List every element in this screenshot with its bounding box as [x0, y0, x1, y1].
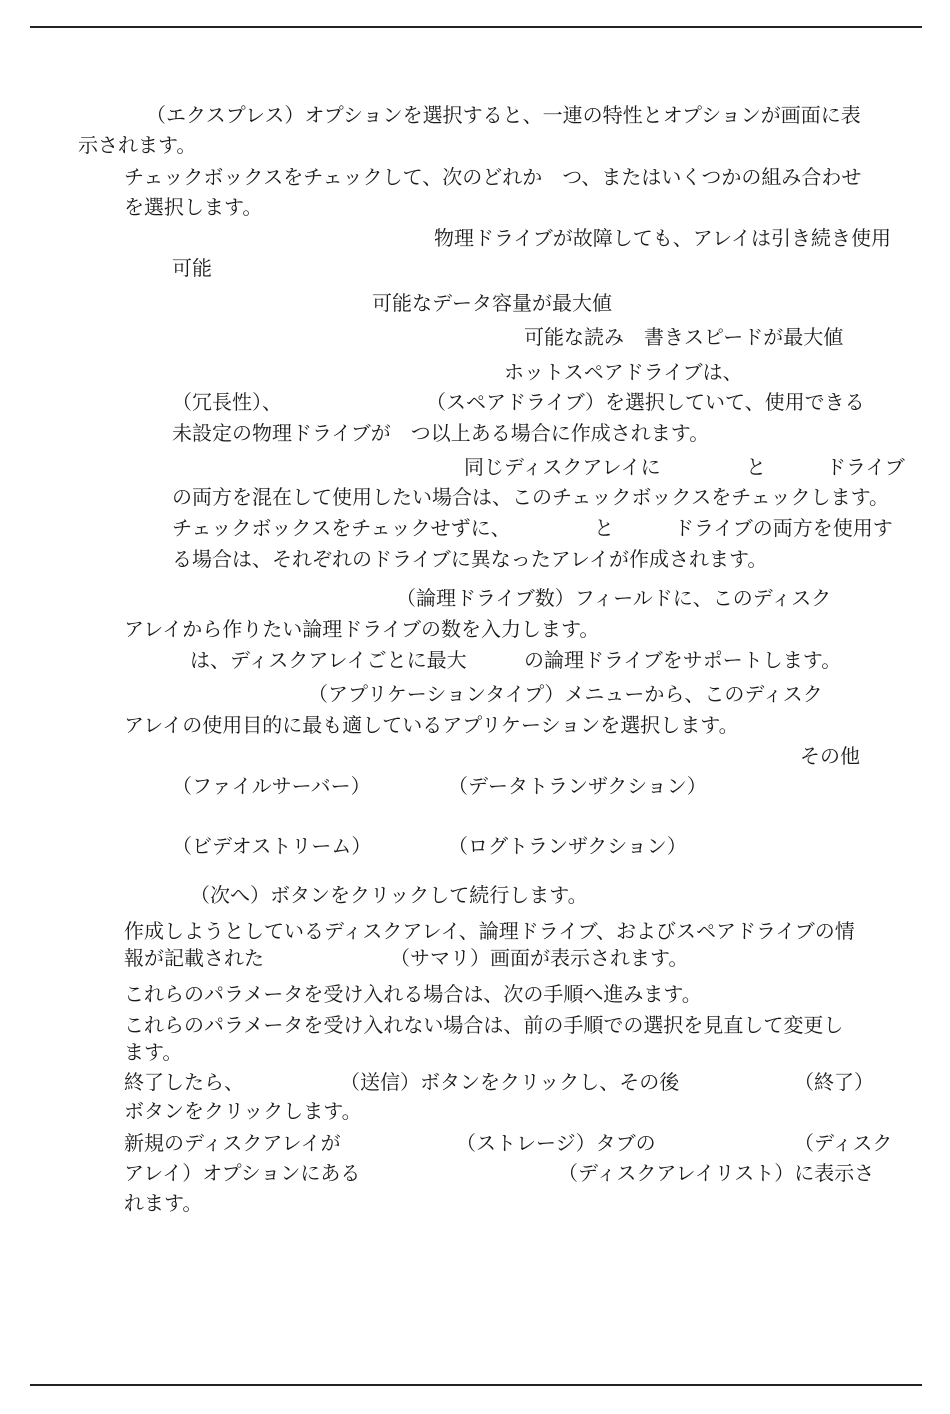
text-line: 同じディスクアレイに	[464, 455, 661, 479]
text-line: （ファイルサーバー）	[172, 774, 371, 798]
text-line: これらのパラメータを受け入れる場合は、次の手順へ進みます。	[124, 982, 702, 1006]
text-line: （論理ドライブ数）フィールドに、このディスク	[396, 586, 832, 610]
text-line: 新規のディスクアレイが	[124, 1131, 341, 1155]
text-line: その他	[800, 744, 860, 768]
text-line: アレイ）オプションにある	[124, 1161, 361, 1185]
text-line: （終了）	[794, 1070, 874, 1094]
text-line: を選択します。	[124, 195, 263, 219]
text-line: 物理ドライブが故障しても、アレイは引き続き使用	[434, 226, 891, 250]
text-line: と	[594, 516, 614, 540]
text-line: （ディスクアレイリスト）に表示さ	[558, 1161, 875, 1185]
text-line: の論理ドライブをサポートします。	[524, 648, 842, 672]
text-line: （ディスク	[794, 1131, 893, 1155]
text-line: （データトランザクション）	[448, 774, 707, 798]
text-line: アレイの使用目的に最も適しているアプリケーションを選択します。	[124, 713, 739, 737]
text-line: の両方を混在して使用したい場合は、このチェックボックスをチェックします。	[172, 485, 889, 509]
text-line: 報が記載された	[124, 946, 264, 970]
text-line: は、ディスクアレイごとに最大	[190, 648, 467, 672]
bottom-rule	[30, 1384, 922, 1386]
text-line: （冗長性）、	[172, 390, 282, 414]
text-line: ボタンをクリックします。	[124, 1099, 362, 1123]
text-line: ホットスペアドライブは、	[504, 360, 743, 384]
top-rule	[30, 26, 922, 28]
text-line: （送信）ボタンをクリックし、その後	[340, 1070, 680, 1094]
text-line: チェックボックスをチェックして、次のどれか つ、またはいくつかの組み合わせ	[124, 165, 862, 189]
text-line: （サマリ）画面が表示されます。	[390, 946, 689, 970]
text-line: と	[746, 455, 766, 479]
text-line: （次へ）ボタンをクリックして続行します。	[190, 883, 588, 907]
text-line: 可能な読み 書きスピードが最大値	[524, 325, 844, 349]
text-line: （エクスプレス）オプションを選択すると、一連の特性とオプションが画面に表	[146, 103, 861, 127]
text-line: アレイから作りたい論理ドライブの数を入力します。	[124, 617, 600, 641]
text-line: 作成しようとしているディスクアレイ、論理ドライブ、およびスペアドライブの情	[124, 919, 855, 943]
text-line: 終了したら、	[124, 1070, 244, 1094]
text-line: 可能	[172, 256, 212, 280]
text-line: チェックボックスをチェックせずに、	[172, 516, 511, 540]
text-line: 示されます。	[78, 133, 197, 157]
text-line: （ログトランザクション）	[448, 834, 687, 858]
text-line: これらのパラメータを受け入れない場合は、前の手順での選択を見直して変更し	[124, 1013, 844, 1037]
text-line: れます。	[124, 1191, 203, 1215]
text-line: 可能なデータ容量が最大値	[372, 291, 612, 315]
text-line: る場合は、それぞれのドライブに異なったアレイが作成されます。	[172, 547, 768, 571]
text-line: （ビデオストリーム）	[172, 834, 372, 858]
text-line: ます。	[124, 1040, 183, 1064]
text-line: ドライブ	[826, 455, 905, 479]
text-line: 未設定の物理ドライブが つ以上ある場合に作成されます。	[172, 421, 710, 445]
text-line: （アプリケーションタイプ）メニューから、このディスク	[308, 682, 823, 706]
text-line: ドライブの両方を使用す	[674, 516, 893, 540]
text-line: （ストレージ）タブの	[456, 1131, 656, 1155]
text-line: （スペアドライブ）を選択していて、使用できる	[426, 390, 865, 414]
